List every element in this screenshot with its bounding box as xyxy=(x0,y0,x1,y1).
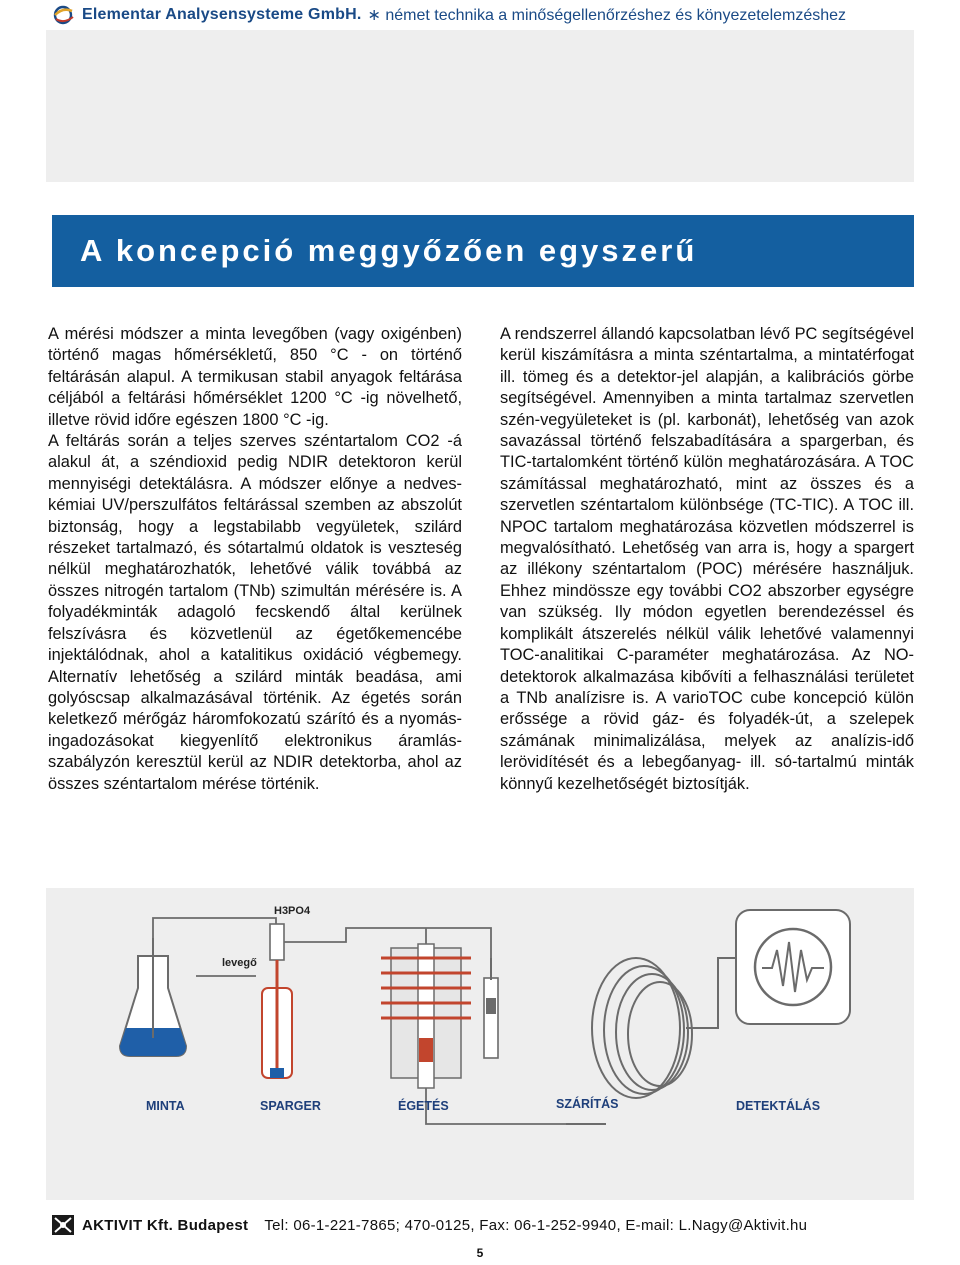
furnace-icon xyxy=(381,944,471,1088)
paragraph: A feltárás során a teljes szerves széntartalom CO2 -á alakul át, a széndioxid pedig NDIR detektoron kerül mennyiségi detektálásra. A módszer előnye a nedves-kémiai UV/perszulfátos feltárással szemben az abszolút biztonság, hogy a legstabilabb vegyületek, szilárd részeket tartalmazó, és sótartalmú oldatok is veszteség nélkül meghatározhatók, lehetővé válik továbbá az összes nitrogén tartalom (TNb) szimultán mérésére is. A folyadékminták adagoló fecskendő által kerülnek felszívásra és közvetlenül az égetőkemencébe injektálódnak, ahol a katalitikus oxidáció végbemegy. Alternatív lehetőség a szilárd minták beadása, ami golyóscsap alkalmazásával történik. Az égetés során keletkező mérőgáz háromfokozatú szárító és a nyomás-ingadozásokat kiegyenlítő elektronikus áramlás-szabályzón keresztül kerül az NDIR detektorba, ahol az összes széntartalom mérése történik. xyxy=(48,432,462,793)
detector-icon xyxy=(736,910,850,1024)
sparger-icon xyxy=(262,924,292,1078)
footer-contact: Tel: 06-1-221-7865; 470-0125, Fax: 06-1-252-9940, E-mail: L.Nagy@Aktivit.hu xyxy=(264,1216,808,1234)
air-label: levegő xyxy=(222,957,257,969)
stage-label-egetes: ÉGETÉS xyxy=(398,1099,449,1113)
footer-firm: AKTIVIT Kft. Budapest xyxy=(82,1216,249,1234)
header-company: Elementar Analysensysteme GmbH. xyxy=(82,6,362,23)
paragraph: A rendszerrel állandó kapcsolatban lévő PC segítségével kerül kiszámításra a minta széntartalma, a mintatérfogat ill. tömeg és a detektor-jel alapján, a kalibrációs görbe segítségével. Amennyiben a minta tartalmaz szervetlen szén-vegyületeket is (pl. karbonát), lehetőség van azok savazással történő felszabadítására a spargerban, és TIC-tartalomként történő külön meghatározására. A TOC számítással meghatározható, mint az összes és a szervetlen széntartalom különbsége (TC-TIC). A TOC ill. NPOC tartalom meghatározása közvetlen módszerrel is megvalósítható. Lehetőség van arra is, hogy a spargert az illékony széntartalom (POC) mérésére használjuk. Ehhez mindössze egy további CO2 abszorber egységre van szükség. Ily módon egyetlen berendezéssel és komplikált átszerelés nélkül válik lehetővé valamennyi TOC-analitikai C-paraméter meghatározása. Az NO-detektorok alkalmazása kibővíti a felhasználási területet a TNb analízisre is. A varioTOC cube koncepció külön erőssége a rövid gáz- és folyadék-út, a szelepek számának minimalizálása, melyek az analízis-idő lerövidítését és a lebegőanyag- ill. só-tartalmú minták könnyű kezelhetőségét biztosítják. xyxy=(500,325,914,793)
process-diagram-svg xyxy=(46,888,914,1200)
paragraph: A mérési módszer a minta levegőben (vagy oxigénben) történő magas hőmérsékletű, 850 °C - on történő feltárásán alapul. A termikusan stabil anyagok feltárása céljából a feltárási hőmérséklet 1200 °C -ig növelhető, illetve rövid időre egészen 1800 °C -ig. xyxy=(48,325,462,429)
process-diagram xyxy=(46,888,914,1200)
h3po4-label: H3PO4 xyxy=(274,905,311,917)
elementar-logo-icon xyxy=(52,5,76,25)
title-banner xyxy=(52,215,914,287)
stage-label-szaritas: SZÁRÍTÁS xyxy=(556,1097,619,1111)
aktivit-logo-icon xyxy=(52,1215,74,1235)
left-text-column xyxy=(48,324,462,795)
right-text-column xyxy=(500,324,914,795)
page-header xyxy=(52,0,932,30)
stage-label-minta: MINTA xyxy=(146,1099,185,1113)
stage-label-detektalas: DETEKTÁLÁS xyxy=(736,1099,821,1113)
page-title: A koncepció meggyőzően egyszerű xyxy=(80,233,698,268)
page-number: 5 xyxy=(476,1246,484,1260)
header-image-panel xyxy=(46,30,914,182)
header-tagline: ∗ német technika a minőségellenőrzéshez és könyezetelemzéshez xyxy=(367,7,847,24)
page-footer xyxy=(52,1212,912,1238)
stage-label-sparger: SPARGER xyxy=(260,1099,321,1113)
sample-flask-icon xyxy=(120,938,186,1056)
syringe-icon xyxy=(484,958,498,1058)
